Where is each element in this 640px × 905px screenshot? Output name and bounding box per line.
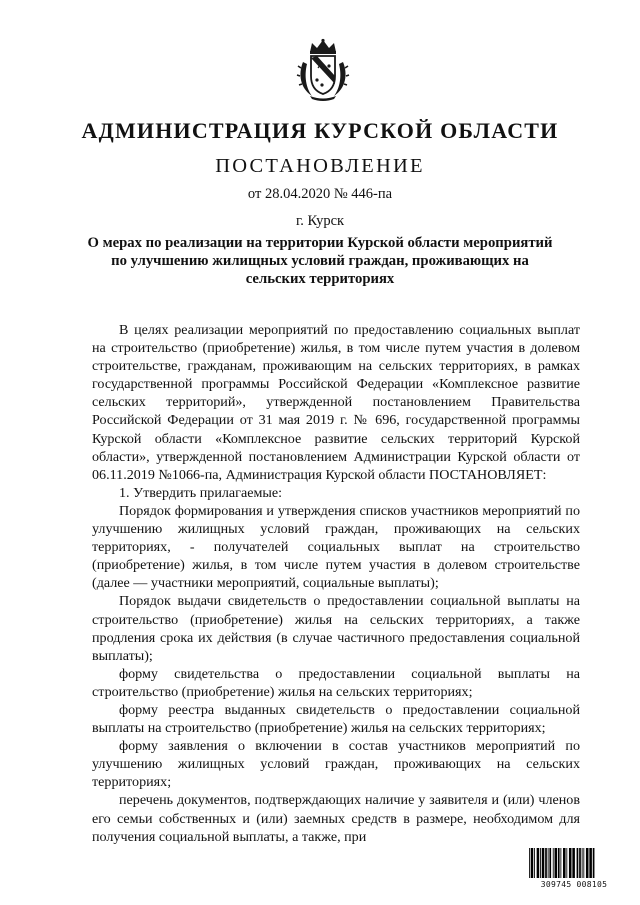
barcode-bar	[572, 848, 575, 878]
paragraph: Порядок формирования и утверждения списков участников мероприятий по улучшению жилищных условий граждан, проживающих на сельских территориях, - получателей социальных выплат на строительство (приобретение) жилья, в том числе путем участия в долевом строительстве (далее — участники мероприятий, социальные выплаты);	[92, 502, 580, 592]
barcode-bar	[566, 848, 567, 878]
barcode-bar	[548, 848, 549, 878]
paragraph: форму свидетельства о предоставлении социальной выплаты на строительство (приобретение) жилья на сельских территориях;	[92, 665, 580, 700]
barcode-bar	[579, 848, 581, 878]
barcode-bar	[563, 848, 566, 878]
barcode-bar	[549, 848, 551, 878]
document-type: ПОСТАНОВЛЕНИЕ	[215, 155, 425, 177]
barcode-bar	[577, 848, 579, 878]
barcode-icon	[528, 848, 620, 878]
coat-of-arms-icon	[296, 38, 350, 102]
barcode-bar	[540, 848, 541, 878]
barcode-bar	[555, 848, 558, 878]
barcode-bar	[593, 848, 595, 878]
barcode-bar	[583, 848, 584, 878]
barcode-bar	[529, 848, 530, 878]
paragraph: Порядок выдачи свидетельств о предоставлении социальной выплаты на строительство (приобретение) жилья на сельских территориях, а также продления срока их действия (в случае частичного предоставления социальной выплаты);	[92, 593, 580, 664]
barcode-bar	[586, 848, 589, 878]
paragraph: форму заявления о включении в состав участников мероприятий по улучшению жилищных условий граждан, проживающих на сельских территориях;	[92, 738, 580, 791]
barcode-bar	[537, 848, 540, 878]
barcode-bar	[582, 848, 583, 878]
barcode-bar	[560, 848, 561, 878]
organization-title: АДМИНИСТРАЦИЯ КУРСКОЙ ОБЛАСТИ	[81, 118, 559, 143]
barcode-bar	[545, 848, 547, 878]
document-city: г. Курск	[295, 213, 345, 229]
barcode-bar	[542, 848, 545, 878]
barcode-number: 309745 008105	[540, 880, 608, 889]
paragraph: 1. Утвердить прилагаемые:	[119, 484, 283, 501]
barcode-bar	[569, 848, 572, 878]
paragraph: перечень документов, подтверждающих наличие у заявителя и (или) членов его семьи собственных и (или) заемных средств в размере, необходимом для получения социальной выплаты, а также, при	[92, 792, 580, 845]
document-body	[92, 321, 580, 846]
paragraph: форму реестра выданных свидетельств о предоставлении социальной выплаты на строительство (приобретение) жилья на сельских территориях;	[92, 701, 580, 737]
barcode-bar	[534, 848, 535, 878]
barcode-bar	[589, 848, 592, 878]
barcode-bar	[553, 848, 554, 878]
document-heading: О мерах по реализации на территории Курской области мероприятий по улучшению жилищных условий граждан, проживающих на сельских территориях	[87, 235, 553, 287]
document-date-number: от 28.04.2020 № 446-па	[247, 186, 393, 202]
barcode-bar	[558, 848, 560, 878]
barcode-bar	[531, 848, 534, 878]
paragraph: В целях реализации мероприятий по предоставлению социальных выплат на строительство (приобретение) жилья, в том числе путем участия в долевом строительстве, гражданам, проживающим на сельских территориях, в рамках государственной программы Российской Федерации «Комплексное развитие сельских территорий», утвержденной постановлением Правительства Российской Федерации от 31 мая 2019 г. № 696, государственной программы Курской области «Комплексное развитие сельских территорий Курской области», утвержденной постановлением Администрации Курской области от 06.11.2019 №1066-па, Администрация Курской области ПОСТАНОВЛЯЕТ:	[92, 322, 580, 483]
